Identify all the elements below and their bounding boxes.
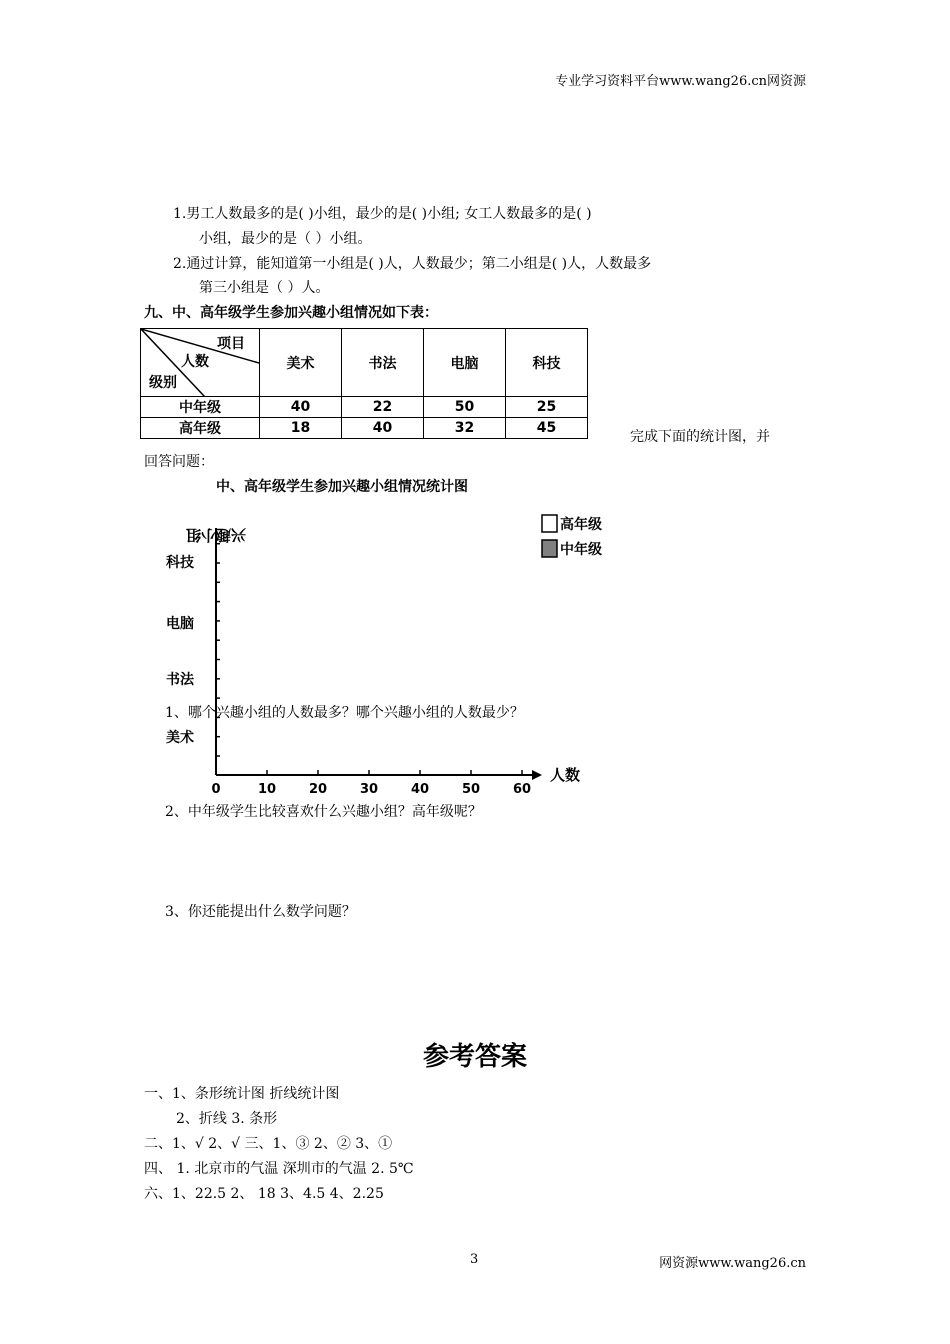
question-2-line-2: 第三小组是（ ）人。 xyxy=(199,280,330,296)
table-cell: 32 xyxy=(424,418,506,439)
table-header-computer: 电脑 xyxy=(424,329,506,397)
corner-label-grade: 级别 xyxy=(149,375,177,391)
instruction-text-1: 完成下面的统计图，并 xyxy=(630,429,770,445)
table-header-calligraphy: 书法 xyxy=(342,329,424,397)
corner-label-count: 人数 xyxy=(181,354,209,370)
x-tick-label: 10 xyxy=(257,782,277,797)
legend-swatch xyxy=(542,540,557,557)
chart-title: 中、高年级学生参加兴趣小组情况统计图 xyxy=(216,479,468,495)
y-axis-label: 兴趣小组 xyxy=(185,526,247,544)
question-2-line-1: 2.通过计算，能知道第一小组是( )人，人数最少；第二小组是( )人，人数最多 xyxy=(173,256,652,272)
answer-line: 一、1、条形统计图 折线统计图 xyxy=(144,1086,340,1102)
legend-label: 高年级 xyxy=(560,517,602,533)
table-cell: 45 xyxy=(506,418,588,439)
table-header-art: 美术 xyxy=(260,329,342,397)
table-cell: 22 xyxy=(342,397,424,418)
x-tick-label: 60 xyxy=(512,782,532,797)
instruction-text-2: 回答问题： xyxy=(144,454,214,470)
legend-label: 中年级 xyxy=(560,542,602,558)
table-cell: 25 xyxy=(506,397,588,418)
table-header-technology: 科技 xyxy=(506,329,588,397)
section-9-title: 九、中、高年级学生参加兴趣小组情况如下表： xyxy=(144,305,438,321)
corner-label-item: 项目 xyxy=(217,336,245,352)
chart-question-3: 3、你还能提出什么数学问题？ xyxy=(165,904,356,920)
answers-title: 参考答案 xyxy=(422,1042,527,1072)
row-label: 高年级 xyxy=(141,418,260,439)
table-cell: 18 xyxy=(260,418,342,439)
x-tick-label: 20 xyxy=(308,782,328,797)
page-footer: 网资源www.wang26.cn xyxy=(659,1256,806,1271)
y-category-label: 电脑 xyxy=(166,616,194,632)
chart-question-2: 2、中年级学生比较喜欢什么兴趣小组？高年级呢？ xyxy=(165,804,482,820)
answer-line: 二、1、√ 2、√ 三、1、③ 2、② 3、① xyxy=(144,1136,393,1152)
table-cell: 40 xyxy=(260,397,342,418)
answer-line: 六、1、22.5 2、 18 3、4.5 4、2.25 xyxy=(144,1186,384,1202)
legend-swatch xyxy=(542,515,557,532)
y-category-label: 美术 xyxy=(166,730,194,746)
y-category-label: 科技 xyxy=(166,555,194,571)
answer-line: 2、折线 3. 条形 xyxy=(176,1111,278,1127)
y-category-label: 书法 xyxy=(166,672,194,688)
x-axis-label: 人数 xyxy=(550,766,581,784)
question-1-line-1: 1.男工人数最多的是( )小组，最少的是( )小组; 女工人数最多的是( ) xyxy=(173,206,592,222)
chart-question-1: 1、哪个兴趣小组的人数最多？哪个兴趣小组的人数最少？ xyxy=(165,705,524,721)
page-header: 专业学习资料平台www.wang26.cn网资源 xyxy=(555,74,806,89)
x-axis-arrow xyxy=(532,770,542,780)
row-label: 中年级 xyxy=(141,397,260,418)
x-tick-label: 40 xyxy=(410,782,430,797)
x-tick-label: 0 xyxy=(211,782,221,797)
table-cell: 40 xyxy=(342,418,424,439)
page-number: 3 xyxy=(470,1252,479,1267)
answer-line: 四、 1. 北京市的气温 深圳市的气温 2. 5℃ xyxy=(144,1161,414,1177)
table-cell: 50 xyxy=(424,397,506,418)
x-tick-label: 30 xyxy=(359,782,379,797)
x-tick-label: 50 xyxy=(461,782,481,797)
question-1-line-2: 小组，最少的是（ ）小组。 xyxy=(199,231,372,247)
